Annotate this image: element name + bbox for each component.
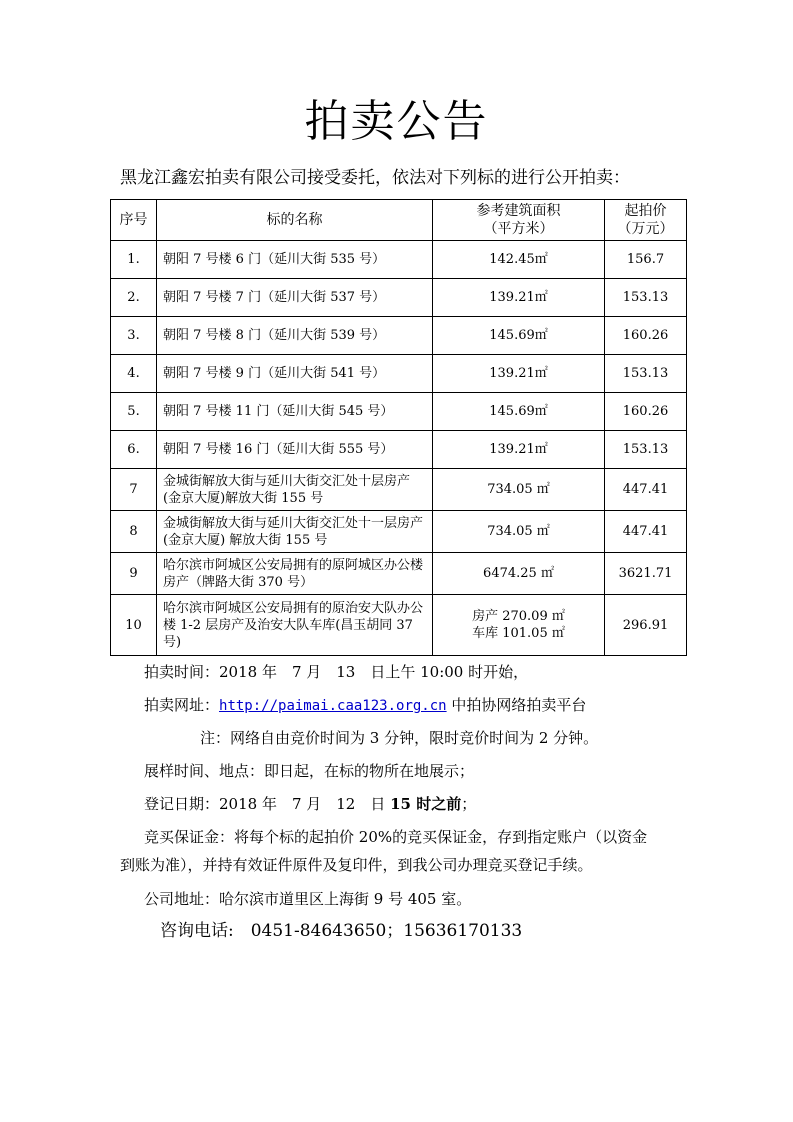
lot-name: 哈尔滨市阿城区公安局拥有的原治安大队办公楼 1-2 层房产及治安大队车库(昌玉胡同 37 号) xyxy=(157,595,433,656)
header-area-line1: 参考建筑面积 xyxy=(476,203,561,219)
lot-name: 金城街解放大街与延川大街交汇处十一层房产(金京大厦) 解放大街 155 号 xyxy=(157,511,433,553)
header-area xyxy=(433,200,605,241)
table-row xyxy=(111,469,687,511)
table-row xyxy=(111,241,687,279)
lot-area: 145.69㎡ xyxy=(433,317,605,355)
lot-price: 447.41 xyxy=(605,511,687,553)
lot-name: 朝阳 7 号楼 9 门（延川大街 541 号） xyxy=(157,355,433,393)
register-date xyxy=(144,793,476,815)
header-area-line2: （平方米） xyxy=(483,221,554,237)
lot-price: 160.26 xyxy=(605,317,687,355)
contact-phone: 咨询电话: 0451-84643650；15636170133 xyxy=(160,921,523,941)
table-header-row xyxy=(111,200,687,241)
lot-no: 8 xyxy=(111,511,157,553)
lot-no: 2. xyxy=(111,279,157,317)
lot-price: 156.7 xyxy=(605,241,687,279)
header-price-line1: 起拍价 xyxy=(624,203,667,219)
lot-name: 朝阳 7 号楼 11 门（延川大街 545 号） xyxy=(157,393,433,431)
table-row xyxy=(111,431,687,469)
lot-no: 4. xyxy=(111,355,157,393)
lot-price: 153.13 xyxy=(605,355,687,393)
lot-area: 145.69㎡ xyxy=(433,393,605,431)
intro-text: 黑龙江鑫宏拍卖有限公司接受委托，依法对下列标的进行公开拍卖： xyxy=(120,168,630,188)
table-row xyxy=(111,393,687,431)
auction-site-suffix: 中拍协网络拍卖平台 xyxy=(446,696,587,714)
exhibit-info: 展样时间、地点：即日起，在标的物所在地展示； xyxy=(144,762,475,780)
lot-price: 3621.71 xyxy=(605,553,687,595)
header-no: 序号 xyxy=(111,200,157,241)
lot-area: 139.21㎡ xyxy=(433,279,605,317)
lot-area-building: 房产 270.09 ㎡ xyxy=(472,609,565,624)
lot-area: 734.05 ㎡ xyxy=(433,469,605,511)
lot-price: 153.13 xyxy=(605,279,687,317)
table-row xyxy=(111,355,687,393)
header-price xyxy=(605,200,687,241)
register-date-prefix: 登记日期：2018 年 7 月 12 日 xyxy=(144,795,391,813)
lot-area: 139.21㎡ xyxy=(433,431,605,469)
lot-no: 1. xyxy=(111,241,157,279)
auction-time: 拍卖时间：2018 年 7 月 13 日上午 10:00 时开始， xyxy=(144,663,529,681)
lot-area: 142.45㎡ xyxy=(433,241,605,279)
table-row xyxy=(111,511,687,553)
auction-site xyxy=(144,694,586,717)
lot-no: 10 xyxy=(111,595,157,656)
register-date-suffix: ； xyxy=(461,795,477,813)
lot-price: 160.26 xyxy=(605,393,687,431)
lot-name: 朝阳 7 号楼 7 门（延川大街 537 号） xyxy=(157,279,433,317)
table-row xyxy=(111,553,687,595)
lot-name: 哈尔滨市阿城区公安局拥有的原阿城区办公楼房产（牌路大街 370 号） xyxy=(157,553,433,595)
auction-site-link[interactable]: http://paimai.caa123.org.cn xyxy=(219,698,447,714)
register-date-deadline: 15 时之前 xyxy=(390,795,462,813)
company-address: 公司地址：哈尔滨市道里区上海街 9 号 405 室。 xyxy=(144,890,472,908)
bidding-note: 注：网络自由竞价时间为 3 分钟，限时竞价时间为 2 分钟。 xyxy=(200,729,599,747)
lot-price: 447.41 xyxy=(605,469,687,511)
lot-price: 153.13 xyxy=(605,431,687,469)
lot-price: 296.91 xyxy=(605,595,687,656)
header-name: 标的名称 xyxy=(157,200,433,241)
lot-area: 139.21㎡ xyxy=(433,355,605,393)
table-row xyxy=(111,595,687,656)
lot-area: 734.05 ㎡ xyxy=(433,511,605,553)
auction-site-label: 拍卖网址： xyxy=(144,696,220,714)
lot-area-garage: 车库 101.05 ㎡ xyxy=(472,626,565,641)
page-title: 拍卖公告 xyxy=(304,96,489,147)
lots-table xyxy=(110,199,687,656)
lot-no: 3. xyxy=(111,317,157,355)
deposit-line-1: 竞买保证金：将每个标的起拍价 20%的竞买保证金，存到指定账户（以资金 xyxy=(144,828,648,846)
table-row xyxy=(111,279,687,317)
deposit-line-2: 到账为准），并持有效证件原件及复印件，到我公司办理竞买登记手续。 xyxy=(120,856,593,874)
lot-no: 9 xyxy=(111,553,157,595)
lot-area xyxy=(433,595,605,656)
lot-name: 朝阳 7 号楼 6 门（延川大街 535 号） xyxy=(157,241,433,279)
lot-name: 朝阳 7 号楼 8 门（延川大街 539 号） xyxy=(157,317,433,355)
lot-no: 5. xyxy=(111,393,157,431)
lot-no: 6. xyxy=(111,431,157,469)
lot-name: 朝阳 7 号楼 16 门（延川大街 555 号） xyxy=(157,431,433,469)
lot-name: 金城街解放大街与延川大街交汇处十层房产(金京大厦)解放大街 155 号 xyxy=(157,469,433,511)
lot-area: 6474.25 ㎡ xyxy=(433,553,605,595)
lot-no: 7 xyxy=(111,469,157,511)
table-row xyxy=(111,317,687,355)
header-price-line2: （万元） xyxy=(617,221,674,237)
